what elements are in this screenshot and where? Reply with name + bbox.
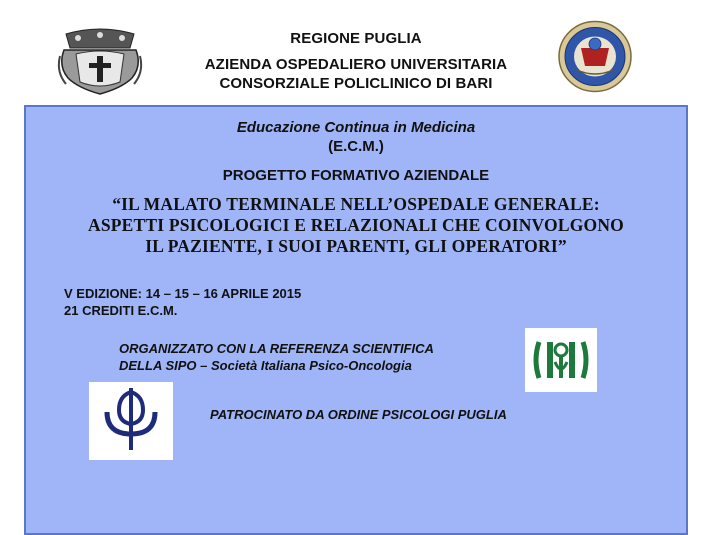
project-label: PROGETTO FORMATIVO AZIENDALE [222, 167, 490, 184]
organizer-text [119, 340, 434, 374]
course-panel [24, 105, 688, 535]
course-title-line: IL PAZIENTE, I SUOI PARENTI, GLI OPERATORI” [145, 236, 567, 256]
organizer-line [119, 357, 434, 374]
credits: 21 CREDITI E.C.M. [64, 303, 178, 318]
organizer-prefix: DELLA SIPO – [119, 358, 211, 373]
organizer-society: Società Italiana Psico-Oncologia [210, 358, 412, 373]
ecm-title: Educazione Continua in Medicina [236, 119, 476, 136]
course-title-line: ASPETTI PSICOLOGICI E RELAZIONALI CHE COINVOLGONO [87, 215, 624, 235]
patronage-text: PATROCINATO DA ORDINE PSICOLOGI PUGLIA [210, 407, 507, 422]
ecm-abbreviation: (E.C.M.) [328, 138, 384, 155]
course-title-line: “IL MALATO TERMINALE NELL’OSPEDALE GENERALE: [112, 194, 600, 214]
header-region: REGIONE PUGLIA [290, 30, 422, 47]
sipo-logo-icon [525, 328, 597, 392]
psi-symbol-icon [89, 382, 173, 460]
header-hospital: AZIENDA OSPEDALIERO UNIVERSITARIA [204, 56, 508, 73]
university-seal-icon [557, 20, 633, 93]
header-policlinico: CONSORZIALE POLICLINICO DI BARI [219, 75, 493, 92]
course-title [26, 194, 686, 257]
organizer-line: ORGANIZZATO CON LA REFERENZA SCIENTIFICA [119, 341, 434, 356]
edition-dates: V EDIZIONE: 14 – 15 – 16 APRILE 2015 [64, 286, 302, 301]
